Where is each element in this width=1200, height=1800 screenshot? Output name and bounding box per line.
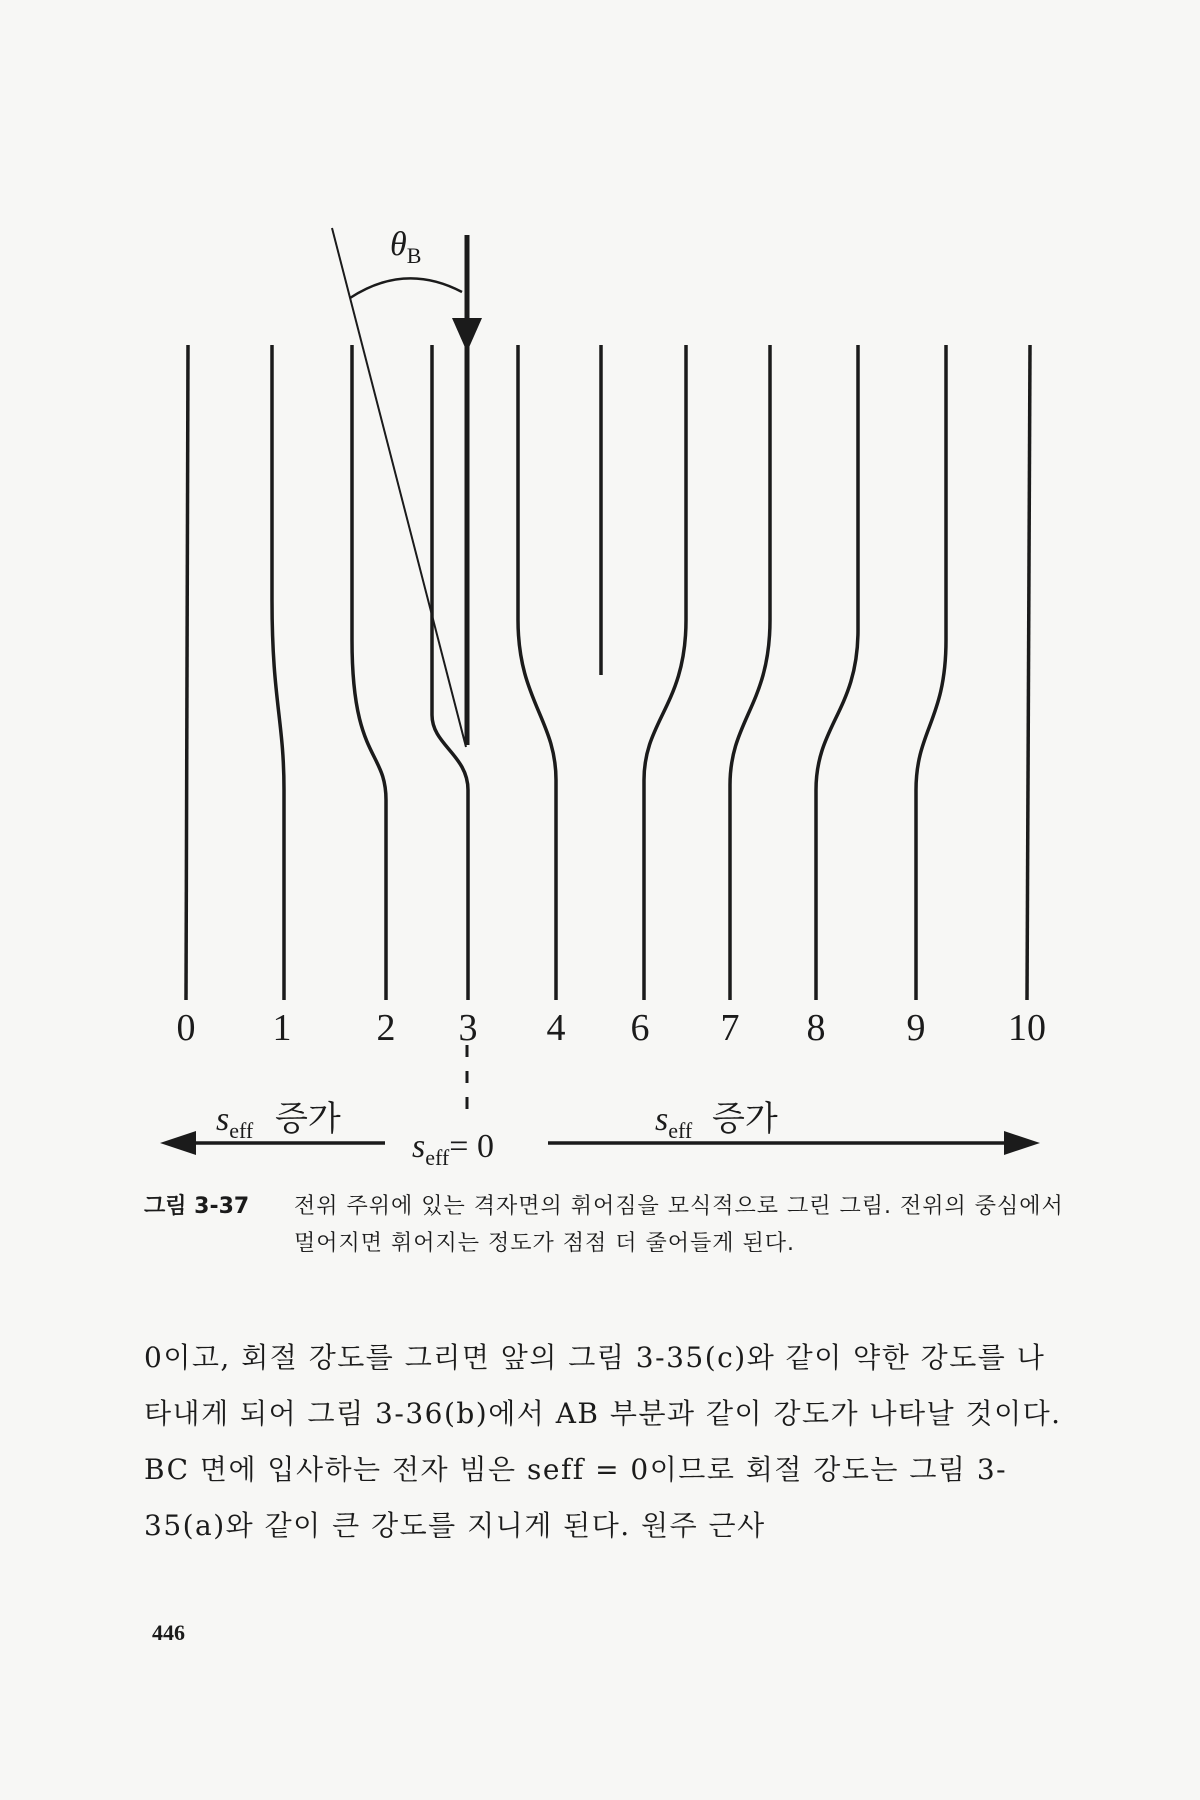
lattice-plane-0 xyxy=(186,345,188,1000)
plane-label-4: 4 xyxy=(546,1007,566,1049)
page-number: 446 xyxy=(152,1620,185,1645)
figure-caption xyxy=(144,1188,1084,1263)
lattice-plane-9 xyxy=(916,345,946,1000)
right-arrow-text: 증가 xyxy=(712,1099,778,1139)
center-seff-label: $s_{eff}= 0$ xyxy=(412,1128,494,1170)
plane-label-5: 6 xyxy=(630,1007,650,1049)
plane-label-2: 2 xyxy=(376,1007,396,1049)
lattice-plane-6 xyxy=(644,345,686,1000)
plane-label-8: 9 xyxy=(906,1007,926,1049)
caption-number: 그림 3-37 xyxy=(144,1194,250,1219)
plane-label-0: 0 xyxy=(176,1007,196,1049)
plane-label-1: 1 xyxy=(272,1007,292,1049)
lattice-plane-10 xyxy=(1027,345,1030,1000)
lattice-plane-1 xyxy=(272,345,284,1000)
left-arrow-text: 증가 xyxy=(275,1099,341,1139)
lattice-plane-3 xyxy=(432,345,468,1000)
plane-label-9: 10 xyxy=(1008,1007,1046,1049)
plane-label-3: 3 xyxy=(458,1007,478,1049)
incident-beam xyxy=(452,235,482,745)
plane-label-6: 7 xyxy=(720,1007,740,1049)
right-arrow xyxy=(548,1131,1040,1155)
body-text xyxy=(144,1330,1064,1554)
lattice-plane-2 xyxy=(352,345,386,1000)
beam-arrowhead xyxy=(452,318,482,352)
lattice-plane-8 xyxy=(816,345,858,1000)
left-arrow-label: $s_{eff}$ xyxy=(216,1101,254,1143)
caption-text: 전위 주위에 있는 격자면의 휘어짐을 모식적으로 그린 그림. 전위의 중심에서 멀어지면 휘어지는 정도가 점점 더 줄어들게 된다. xyxy=(294,1194,1064,1257)
left-arrow xyxy=(160,1131,385,1155)
plane-index-labels xyxy=(177,1007,1047,1049)
right-arrow-label: $s_{eff}$ xyxy=(655,1101,693,1143)
bragg-angle-arc xyxy=(350,278,462,298)
bragg-angle-label: $\theta_B$ xyxy=(390,226,422,268)
plane-label-7: 8 xyxy=(806,1007,826,1049)
lattice-plane-7 xyxy=(730,345,770,1000)
body-paragraph: 0이고, 회절 강도를 그리면 앞의 그림 3-35(c)와 같이 약한 강도를 나타내게 되어 그림 3-36(b)에서 AB 부분과 같이 강도가 나타날 것이다. BC 면에 입사하는 전자 빔은 seff = 0이므로 회절 강도는 그림 3-35(a)와 같이 큰 강도를 지니게 된다. 원주 근사 xyxy=(144,1341,1062,1542)
lattice-plane-4 xyxy=(518,345,556,1000)
